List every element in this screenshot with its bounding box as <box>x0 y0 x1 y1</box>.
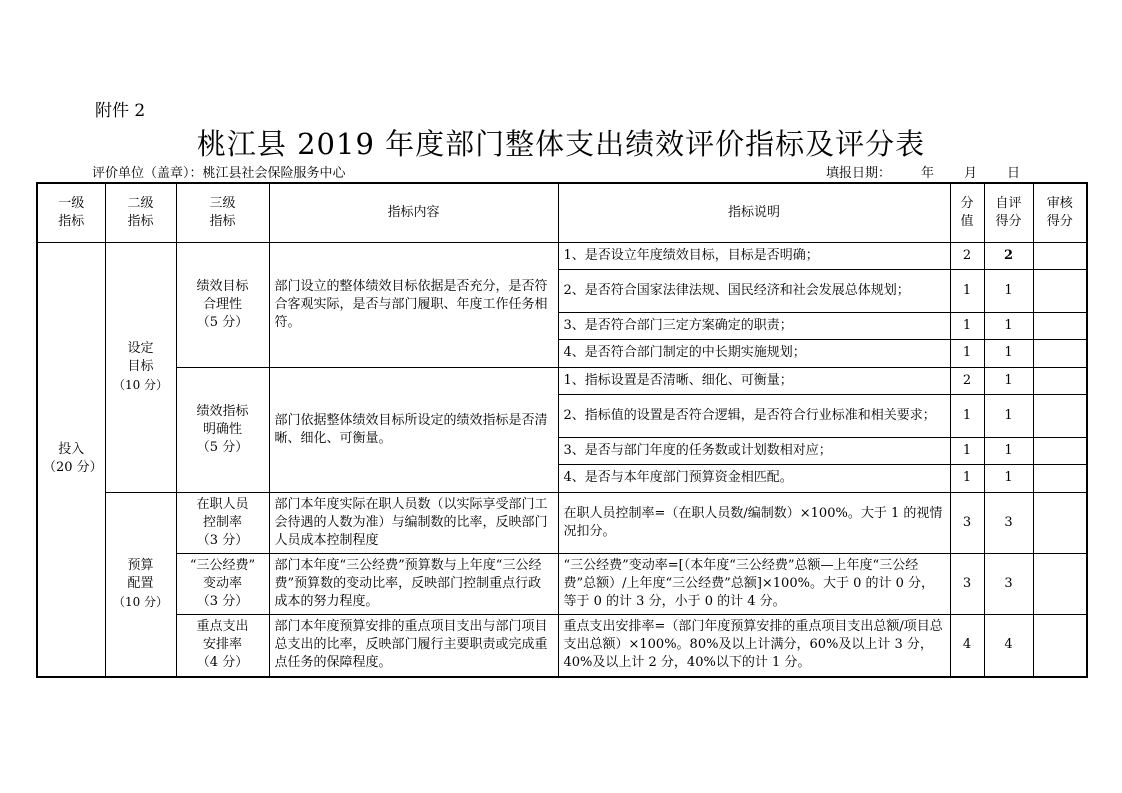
review-score-cell[interactable] <box>1033 464 1087 492</box>
unit-label: 评价单位（盖章）： <box>92 166 203 181</box>
self-score-cell: 4 <box>984 614 1033 677</box>
score-cell: 1 <box>950 269 984 312</box>
score-cell: 1 <box>950 464 984 492</box>
content-cell: 部门设立的整体绩效目标依据是否充分，是否符合客观实际，是否与部门履职、年度工作任务相符。 <box>269 242 558 367</box>
content-cell: 部门本年度实际在职人员数（以实际享受部门工会待遇的人数为准）与编制数的比率，反映部门人员成本控制程度 <box>269 492 558 553</box>
desc-cell: 4、是否符合部门制定的中长期实施规划； <box>558 339 950 367</box>
header-review-score: 审核 得分 <box>1033 183 1087 242</box>
self-score-cell: 1 <box>984 312 1033 339</box>
page-title: 桃江县 2019 年度部门整体支出绩效评价指标及评分表 <box>196 127 926 161</box>
score-cell: 2 <box>950 242 984 269</box>
self-score-cell: 1 <box>984 394 1033 437</box>
level3-cell: “三公经费” 变动率 （3 分） <box>176 553 269 614</box>
self-score-cell: 1 <box>984 437 1033 464</box>
desc-cell: 2、指标值的设置是否符合逻辑，是否符合行业标准和相关要求； <box>558 394 950 437</box>
score-cell: 1 <box>950 394 984 437</box>
date-month: 月 <box>964 166 978 181</box>
header-level2: 二级 指标 <box>105 183 176 242</box>
review-score-cell[interactable] <box>1033 394 1087 437</box>
evaluation-table <box>36 182 1088 678</box>
score-cell: 3 <box>950 492 984 553</box>
level3-cell: 绩效目标 合理性 （5 分） <box>176 242 269 367</box>
self-score-cell: 1 <box>984 269 1033 312</box>
desc-cell: 4、是否与本年度部门预算资金相匹配。 <box>558 464 950 492</box>
score-cell: 1 <box>950 339 984 367</box>
review-score-cell[interactable] <box>1033 492 1087 553</box>
level3-cell: 绩效指标 明确性 （5 分） <box>176 367 269 492</box>
desc-cell: 1、指标设置是否清晰、细化、可衡量； <box>558 367 950 394</box>
desc-cell: “三公经费”变动率=[（本年度“三公经费”总额—上年度“三公经费”总额）/上年度“三公经费”总额]×100%。大于 0 的计 0 分，等于 0 的计 3 分，小于 0 的计 4 分。 <box>558 553 950 614</box>
level2-cell-target: 设定 目标 （10 分） <box>105 242 176 492</box>
desc-cell: 2、是否符合国家法律法规、国民经济和社会发展总体规划； <box>558 269 950 312</box>
attachment-label: 附件 2 <box>95 101 146 121</box>
level1-cell: 投入 （20 分） <box>37 242 105 677</box>
review-score-cell[interactable] <box>1033 437 1087 464</box>
table-row <box>37 614 1087 677</box>
level3-cell: 重点支出 安排率 （4 分） <box>176 614 269 677</box>
score-cell: 3 <box>950 553 984 614</box>
content-cell: 部门依据整体绩效目标所设定的绩效指标是否清晰、细化、可衡量。 <box>269 367 558 492</box>
table-row <box>37 367 1087 394</box>
desc-cell: 在职人员控制率=（在职人员数/编制数）×100%。大于 1 的视情况扣分。 <box>558 492 950 553</box>
table-row <box>37 242 1087 269</box>
date-year: 年 <box>921 166 935 181</box>
header-level3: 三级 指标 <box>176 183 269 242</box>
header-desc: 指标说明 <box>558 183 950 242</box>
date-day: 日 <box>1007 166 1021 181</box>
desc-cell: 3、是否与部门年度的任务数或计划数相对应； <box>558 437 950 464</box>
self-score-cell: 2 <box>984 242 1033 269</box>
review-score-cell[interactable] <box>1033 339 1087 367</box>
self-score-cell: 1 <box>984 339 1033 367</box>
unit-name: 桃江县社会保险服务中心 <box>202 166 346 181</box>
fill-date <box>826 162 1020 181</box>
score-cell: 2 <box>950 367 984 394</box>
desc-cell: 3、是否符合部门三定方案确定的职责； <box>558 312 950 339</box>
desc-cell: 1、是否设立年度绩效目标，目标是否明确； <box>558 242 950 269</box>
content-cell: 部门本年度预算安排的重点项目支出与部门项目总支出的比率，反映部门履行主要职责或完成重点任务的保障程度。 <box>269 614 558 677</box>
self-score-cell: 3 <box>984 553 1033 614</box>
content-cell: 部门本年度“三公经费”预算数与上年度“三公经费”预算数的变动比率，反映部门控制重点行政成本的努力程度。 <box>269 553 558 614</box>
evaluation-unit <box>92 162 346 181</box>
header-score: 分 值 <box>950 183 984 242</box>
self-score-cell: 3 <box>984 492 1033 553</box>
level2-cell-budget: 预算 配置 （10 分） <box>105 492 176 677</box>
table-header-row <box>37 183 1087 242</box>
header-content: 指标内容 <box>269 183 558 242</box>
review-score-cell[interactable] <box>1033 242 1087 269</box>
date-label: 填报日期： <box>826 166 892 181</box>
header-self-score: 自评 得分 <box>984 183 1033 242</box>
level3-cell: 在职人员 控制率 （3 分） <box>176 492 269 553</box>
table-row <box>37 492 1087 553</box>
score-cell: 4 <box>950 614 984 677</box>
review-score-cell[interactable] <box>1033 367 1087 394</box>
review-score-cell[interactable] <box>1033 312 1087 339</box>
score-cell: 1 <box>950 437 984 464</box>
self-score-cell: 1 <box>984 464 1033 492</box>
score-cell: 1 <box>950 312 984 339</box>
review-score-cell[interactable] <box>1033 614 1087 677</box>
review-score-cell[interactable] <box>1033 553 1087 614</box>
table-row <box>37 553 1087 614</box>
desc-cell: 重点支出安排率=（部门年度预算安排的重点项目支出总额/项目总支出总额）×100%。80%及以上计满分，60%及以上计 3 分，40%及以上计 2 分，40%以下的计 1 分。 <box>558 614 950 677</box>
header-level1: 一级 指标 <box>37 183 105 242</box>
review-score-cell[interactable] <box>1033 269 1087 312</box>
self-score-cell: 1 <box>984 367 1033 394</box>
